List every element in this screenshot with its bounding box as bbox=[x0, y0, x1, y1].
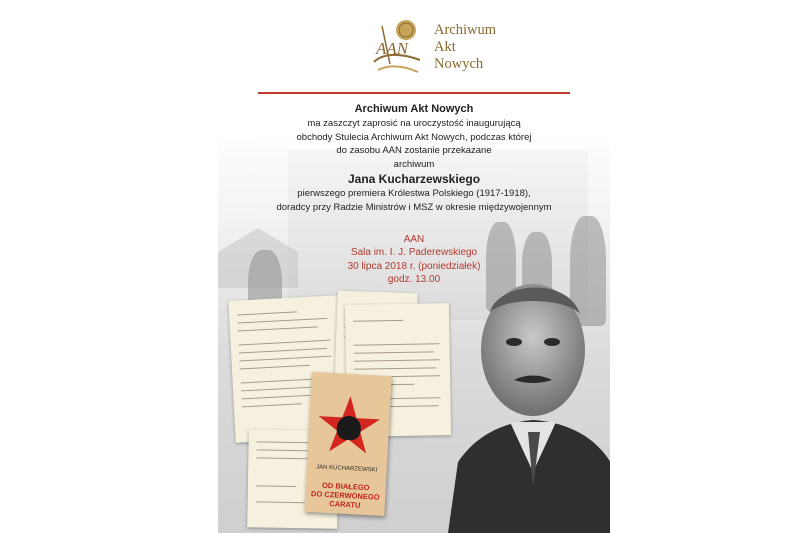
organization-name: Archiwum Akt Nowych bbox=[354, 103, 474, 115]
book-title bbox=[305, 480, 386, 511]
portrait-photo bbox=[448, 272, 610, 533]
person-description: doradcy przy Radzie Ministrów i MSZ w okresie międzywojennym bbox=[276, 201, 552, 213]
invitation-line: ma zaszczyt zaprosić na uroczystość inaugurującą bbox=[307, 118, 521, 129]
invitation-line: archiwum bbox=[393, 158, 435, 170]
book-cover bbox=[304, 372, 391, 516]
eagle-emblem-icon bbox=[336, 415, 361, 440]
logo-monogram: AAN bbox=[376, 39, 409, 58]
book-title-line: CARATU bbox=[329, 499, 361, 510]
logo-line: Akt bbox=[434, 39, 456, 55]
book-author: JAN KUCHARZEWSKI bbox=[315, 464, 378, 474]
event-time: godz. 13.00 bbox=[387, 274, 441, 286]
invitation-line: do zasobu AAN zostanie przekazane bbox=[336, 145, 492, 157]
book-title-line: DO CZERWONEGO bbox=[310, 489, 380, 502]
event-date: 30 lipca 2018 r. (poniedziałek) bbox=[347, 260, 481, 272]
logo-wordmark bbox=[434, 22, 496, 73]
invitation-line: obchody Stulecia Archiwum Akt Nowych, podczas której bbox=[296, 131, 532, 143]
person-name: Jana Kucharzewskiego bbox=[347, 172, 481, 187]
event-room: Sala im. I. J. Paderewskiego bbox=[350, 247, 478, 259]
logo-line: Nowych bbox=[434, 56, 484, 72]
logo-line: Archiwum bbox=[434, 22, 497, 38]
book-title-line: OD BIAŁEGO bbox=[321, 480, 370, 493]
person-description: pierwszego premiera Królestwa Polskiego (1917-1918), bbox=[297, 188, 531, 200]
invitation-text bbox=[218, 102, 610, 215]
red-divider-line bbox=[258, 92, 570, 94]
aan-logo-emblem bbox=[368, 14, 428, 78]
event-place: AAN bbox=[403, 234, 425, 245]
invitation-poster bbox=[218, 0, 610, 533]
